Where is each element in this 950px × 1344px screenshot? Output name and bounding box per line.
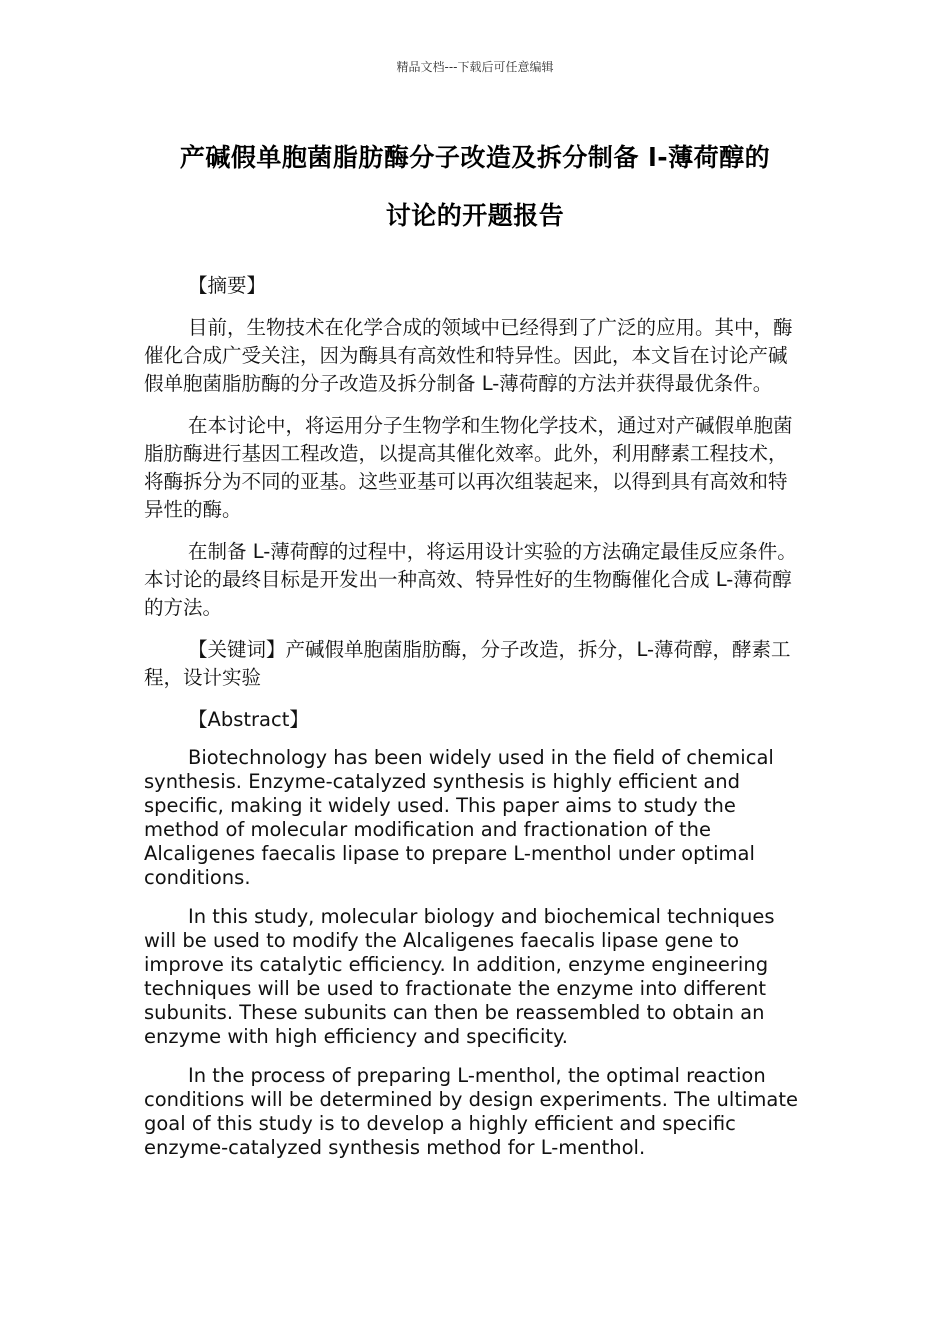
abstract-en-paragraph-1: Biotechnology has been widely used in the field of chemical synthesis. Enzyme-catalyzed synthesis is highly efficient and specific, making it widely used. This paper aims to study the method of molecular modification and fractionation of the Alcaligenes faecalis lipase to prepare L-menthol under optimal conditions. — [144, 746, 774, 889]
abstract-en-paragraph-2: In this study, molecular biology and biochemical techniques will be used to modify the Alcaligenes faecalis lipase gene to improve its catalytic efficiency. In addition, enzyme engineering techniques will be used to fractionate the enzyme into different subunits. These subunits can then be reassembled to obtain an enzyme with high efficiency and specificity. — [144, 905, 775, 1048]
header-note: 精品文档---下载后可任意编辑 — [396, 60, 554, 74]
abstract-cn-paragraph-2: 在本讨论中，将运用分子生物学和生物化学技术，通过对产碱假单胞菌脂肪酶进行基因工程改造，以提高其催化效率。此外，利用酵素工程技术，将酶拆分为不同的亚基。这些亚基可以再次组装起来，以得到具有高效和特异性的酶。 — [144, 414, 793, 521]
abstract-chinese-section — [144, 272, 806, 1175]
title-line-2: 讨论的开题报告 — [385, 201, 565, 230]
abstract-cn-label: 【摘要】 — [188, 274, 267, 297]
title-line-1: 产碱假单胞菌脂肪酶分子改造及拆分制备 l-薄荷醇的 — [179, 143, 771, 172]
abstract-cn-paragraph-3: 在制备 L-薄荷醇的过程中，将运用设计实验的方法确定最佳反应条件。本讨论的最终目标是开发出一种高效、特异性好的生物酶催化合成 L-薄荷醇的方法。 — [144, 540, 797, 619]
abstract-cn-paragraph-1: 目前，生物技术在化学合成的领域中已经得到了广泛的应用。其中，酶催化合成广受关注，因为酶具有高效性和特异性。因此，本文旨在讨论产碱假单胞菌脂肪酶的分子改造及拆分制备 L-薄荷醇的方法并获得最优条件。 — [144, 316, 793, 395]
abstract-en-paragraph-3: In the process of preparing L-menthol, the optimal reaction conditions will be determined by design experiments. The ultimate goal of this study is to develop a highly efficient and specific enzyme-catalyzed synthesis method for L-menthol. — [144, 1064, 798, 1159]
abstract-en-label: 【Abstract】 — [188, 708, 309, 731]
keywords-cn: 【关键词】产碱假单胞菌脂肪酶，分子改造，拆分，L-薄荷醇，酵素工程，设计实验 — [144, 638, 791, 689]
